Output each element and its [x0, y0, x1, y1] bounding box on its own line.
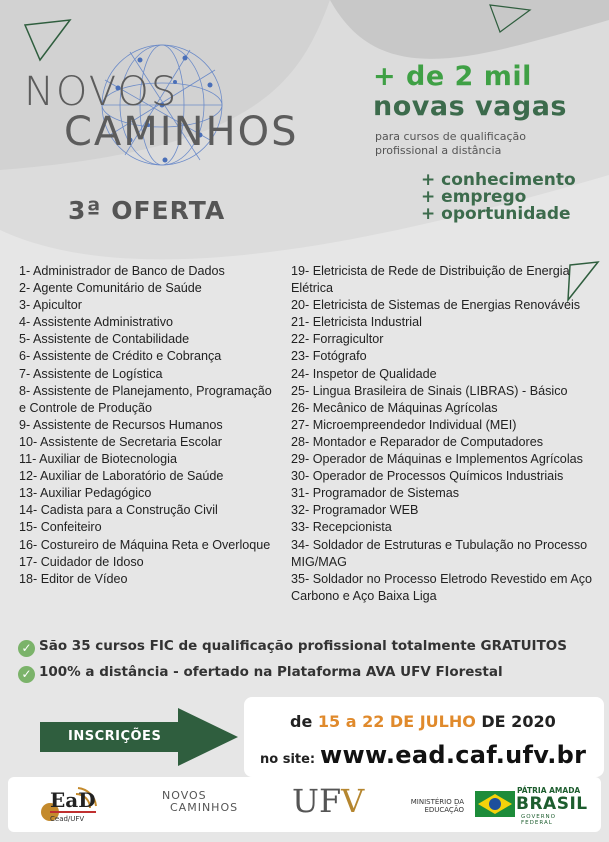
info-text-2: 100% a distância - ofertado na Plataforma AVA UFV Florestal [39, 664, 503, 680]
dates-highlight: 15 a 22 DE JULHO [317, 712, 476, 731]
course-item: 15- Confeiteiro [19, 520, 102, 535]
brasil-line1: PÁTRIA AMADA [517, 786, 581, 795]
site-url-link[interactable]: www.ead.caf.ufv.br [320, 741, 587, 769]
info-text-1: São 35 cursos FIC de qualificação profissional totalmente GRATUITOS [39, 638, 567, 654]
ufv-logo-v: V [341, 782, 365, 820]
ufv-logo-uf: UF [292, 782, 342, 820]
course-item: 1- Administrador de Banco de Dados [19, 264, 225, 278]
course-item: 35- Soldador no Processo Eletrodo Revestido em Aço Carbono e Aço Baixa Liga [291, 571, 593, 603]
novos-caminhos-small-logo [162, 790, 238, 814]
course-item: 33- Recepcionista [291, 520, 392, 535]
ministry-line1: MINISTÉRIO DA [410, 798, 464, 806]
registration-dates [290, 712, 556, 731]
ufv-logo [292, 782, 364, 820]
courses-column-1 [19, 263, 281, 588]
course-item: 11- Auxiliar de Biotecnologia [19, 452, 177, 467]
course-item: 29- Operador de Máquinas e Implementos Agrícolas [291, 452, 583, 467]
course-item: 25- Lingua Brasileira de Sinais (LIBRAS) - Básico [291, 383, 568, 398]
course-item: 21- Eletricista Industrial [291, 315, 422, 330]
course-item: 27- Microempreendedor Individual (MEI) [291, 417, 517, 432]
promo-headline2: novas vagas [373, 91, 567, 122]
ministry-logo [408, 798, 464, 814]
course-item: 2- Agente Comunitário de Saúde [19, 281, 202, 296]
course-item: 9- Assistente de Recursos Humanos [19, 417, 223, 432]
benefit-item: + emprego [421, 187, 527, 207]
course-item: 23- Fotógrafo [291, 349, 367, 364]
course-item: 28- Montador e Reparador de Computadores [291, 434, 544, 449]
course-item: 16- Costureiro de Máquina Reta e Overloque [19, 537, 271, 552]
course-item: 7- Assistente de Logística [19, 366, 163, 381]
course-item: 30- Operador de Processos Químicos Industriais [291, 469, 564, 484]
brazil-flag-icon [475, 785, 515, 823]
course-item: 8- Assistente de Planejamento, Programação e Controle de Produção [19, 383, 272, 415]
nc-line2: CAMINHOS [170, 801, 239, 814]
check-icon: ✓ [18, 640, 35, 657]
course-item: 32- Programador WEB [291, 503, 419, 518]
brasil-government-logo [475, 785, 588, 826]
dates-prefix: de [290, 712, 318, 731]
benefit-item: + conhecimento [421, 170, 576, 190]
info-line-2 [18, 664, 608, 683]
logo-line2: CAMINHOS [64, 109, 299, 155]
logo-line1: NOVOS [24, 69, 179, 115]
course-item: 10- Assistente de Secretaria Escolar [19, 434, 223, 449]
promo-subline [373, 130, 603, 158]
ministry-line2: EDUCAÇÃO [424, 806, 464, 814]
course-item: 12- Auxiliar de Laboratório de Saúde [19, 469, 224, 484]
course-item: 17- Cuidador de Idoso [19, 554, 144, 569]
nc-line1: NOVOS [162, 789, 207, 802]
course-item: 24- Inspetor de Qualidade [291, 366, 437, 381]
course-item: 34- Soldador de Estruturas e Tubulação no Processo MIG/MAG [291, 537, 588, 569]
course-item: 31- Programador de Sistemas [291, 486, 459, 501]
ead-logo-text: EaD [50, 788, 96, 812]
course-item: 20- Eletricista de Sistemas de Energias Renováveis [291, 298, 581, 313]
edition-title: 3ª OFERTA [68, 196, 226, 225]
course-item: 22- Forragicultor [291, 332, 384, 347]
course-item: 3- Apicultor [19, 298, 82, 313]
promo-subline2: profissional a distância [375, 144, 502, 157]
courses-column-2 [291, 263, 603, 605]
benefits-list [421, 172, 576, 223]
promo-block [373, 62, 603, 158]
benefit-item: + oportunidade [421, 204, 571, 224]
course-item: 14- Cadista para a Construção Civil [19, 503, 218, 518]
course-item: 6- Assistente de Crédito e Cobrança [19, 349, 222, 364]
dates-suffix: DE 2020 [475, 712, 556, 731]
registration-label: INSCRIÇÕES [68, 729, 162, 744]
course-item: 4- Assistente Administrativo [19, 315, 173, 330]
brasil-line2: BRASIL [516, 794, 588, 814]
course-item: 18- Editor de Vídeo [19, 571, 128, 586]
course-item: 19- Eletricista de Rede de Distribuição de Energia Elétrica [291, 264, 570, 296]
promo-headline1: + de 2 mil [373, 61, 532, 92]
ead-logo-sub: Cead/UFV [50, 815, 85, 823]
course-item: 26- Mecânico de Máquinas Agrícolas [291, 400, 498, 415]
novos-caminhos-logo [24, 69, 299, 155]
course-item: 13- Auxiliar Pedagógico [19, 486, 152, 501]
check-icon: ✓ [18, 666, 35, 683]
brasil-line3: GOVERNO FEDERAL [521, 814, 556, 826]
info-line-1 [18, 638, 608, 657]
course-item: 5- Assistente de Contabilidade [19, 332, 190, 347]
site-label: no site: [260, 752, 316, 767]
promo-subline1: para cursos de qualificação [375, 130, 527, 143]
ead-logo [36, 782, 106, 827]
